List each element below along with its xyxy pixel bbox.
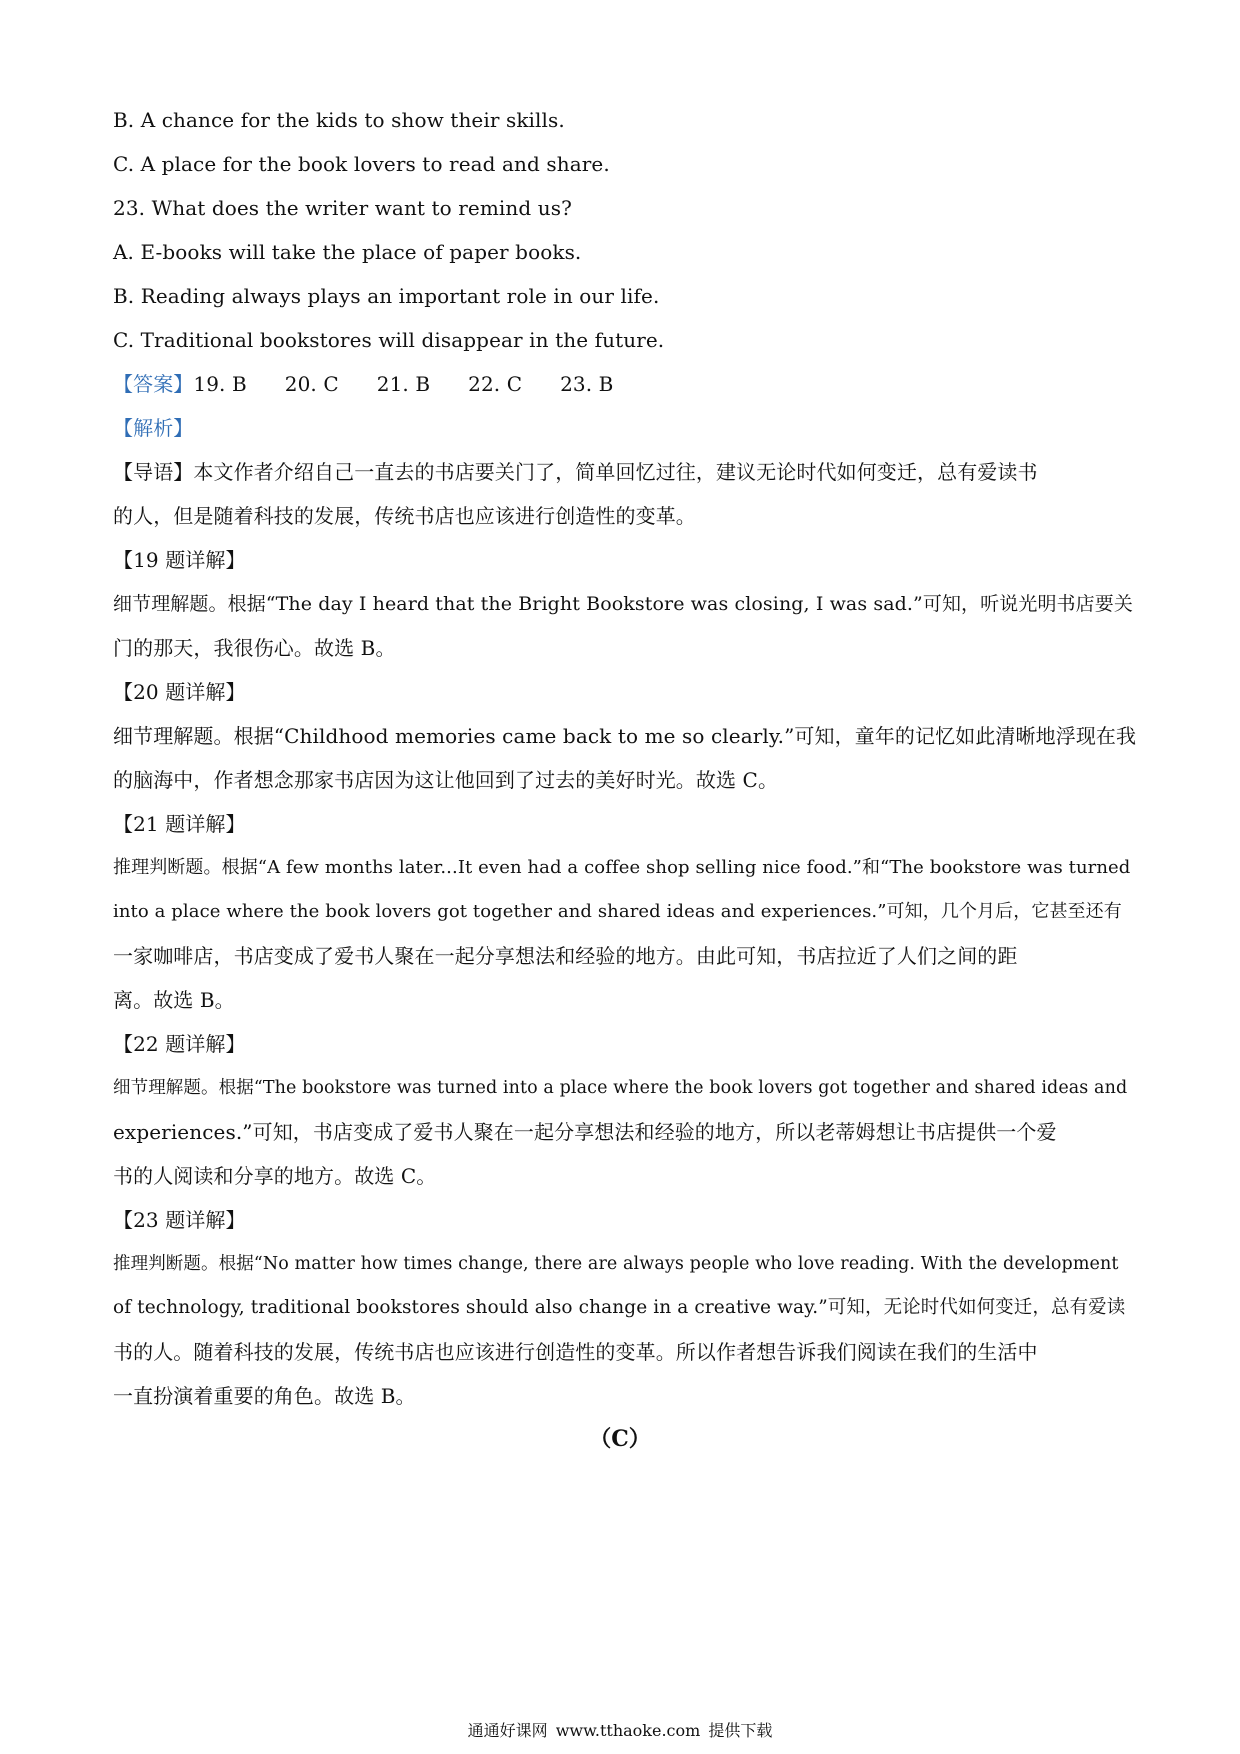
q20-title: 【20 题详解】 (113, 680, 246, 704)
q22-explanation: 书的人阅读和分享的地方。故选 C。 (113, 1164, 437, 1188)
q22-explanation: experiences.”可知，书店变成了爱书人聚在一起分享想法和经验的地方，所以老蒂姆想让书店提供一个爱 (113, 1120, 1057, 1144)
option-b-q22: B. A chance for the kids to show their skills. (113, 108, 565, 132)
q19-explanation: 细节理解题。根据“The day I heard that the Bright Bookstore was closing, I was sad.”可知，听说光明书店要关 (113, 593, 1133, 615)
answer-item: 21. B (376, 372, 431, 396)
option-c-q22: C. A place for the book lovers to read and share. (113, 152, 610, 176)
q19-title: 【19 题详解】 (113, 548, 246, 572)
q21-title: 【21 题详解】 (113, 812, 246, 836)
q21-explanation: 离。故选 B。 (113, 988, 235, 1012)
answer-item: 20. C (284, 372, 339, 396)
question-23: 23. What does the writer want to remind us? (113, 196, 572, 220)
q23-explanation: 推理判断题。根据“No matter how times change, there are always people who love reading. With the development (113, 1254, 1119, 1274)
answer-item: 22. C (468, 372, 523, 396)
q20-explanation: 细节理解题。根据“Childhood memories came back to me so clearly.”可知，童年的记忆如此清晰地浮现在我 (113, 724, 1137, 748)
q19-explanation: 门的那天，我很伤心。故选 B。 (113, 636, 396, 660)
answer-label: 【答案】 (113, 372, 194, 396)
footer-site-name: 通通好课网 (467, 1721, 548, 1740)
section-heading: （C） (589, 1426, 651, 1452)
q23-title: 【23 题详解】 (113, 1208, 246, 1232)
q23-explanation: 一直扮演着重要的角色。故选 B。 (113, 1384, 416, 1408)
intro-line: 【导语】本文作者介绍自己一直去的书店要关门了，简单回忆过往，建议无论时代如何变迁，总有爱读书 (113, 460, 1038, 484)
page-footer (0, 1720, 1240, 1742)
footer-suffix: 提供下载 (708, 1721, 773, 1740)
q21-explanation: into a place where the book lovers got together and shared ideas and experiences.”可知，几个月后，它甚至还有 (113, 901, 1122, 922)
q22-explanation: 细节理解题。根据“The bookstore was turned into a place where the book lovers got together and shared ideas and (113, 1078, 1128, 1098)
q23-explanation: 书的人。随着科技的发展，传统书店也应该进行创造性的变革。所以作者想告诉我们阅读在我们的生活中 (113, 1340, 1038, 1364)
intro-line: 的人，但是随着科技的发展，传统书店也应该进行创造性的变革。 (113, 504, 696, 528)
answer-item: 23. B (560, 372, 614, 396)
q21-explanation: 推理判断题。根据“A few months later...It even had a coffee shop selling nice food.”和“The bookstore was turned (113, 857, 1131, 878)
option-c-q23: C. Traditional bookstores will disappear in the future. (113, 328, 665, 352)
option-b-q23: B. Reading always plays an important role in our life. (113, 284, 660, 308)
q21-explanation: 一家咖啡店，书店变成了爱书人聚在一起分享想法和经验的地方。由此可知，书店拉近了人们之间的距 (113, 944, 1018, 968)
analysis-label: 【解析】 (113, 416, 194, 440)
q22-title: 【22 题详解】 (113, 1032, 246, 1056)
answer-item: 19. B (193, 372, 247, 396)
q20-explanation: 的脑海中，作者想念那家书店因为这让他回到了过去的美好时光。故选 C。 (113, 768, 779, 792)
footer-url[interactable]: www.tthaoke.com (555, 1721, 701, 1740)
answer-row (113, 370, 1138, 398)
option-a-q23: A. E-books will take the place of paper books. (113, 240, 582, 264)
q23-explanation: of technology, traditional bookstores should also change in a creative way.”可知，无论时代如何变迁，总有爱读 (113, 1297, 1126, 1318)
